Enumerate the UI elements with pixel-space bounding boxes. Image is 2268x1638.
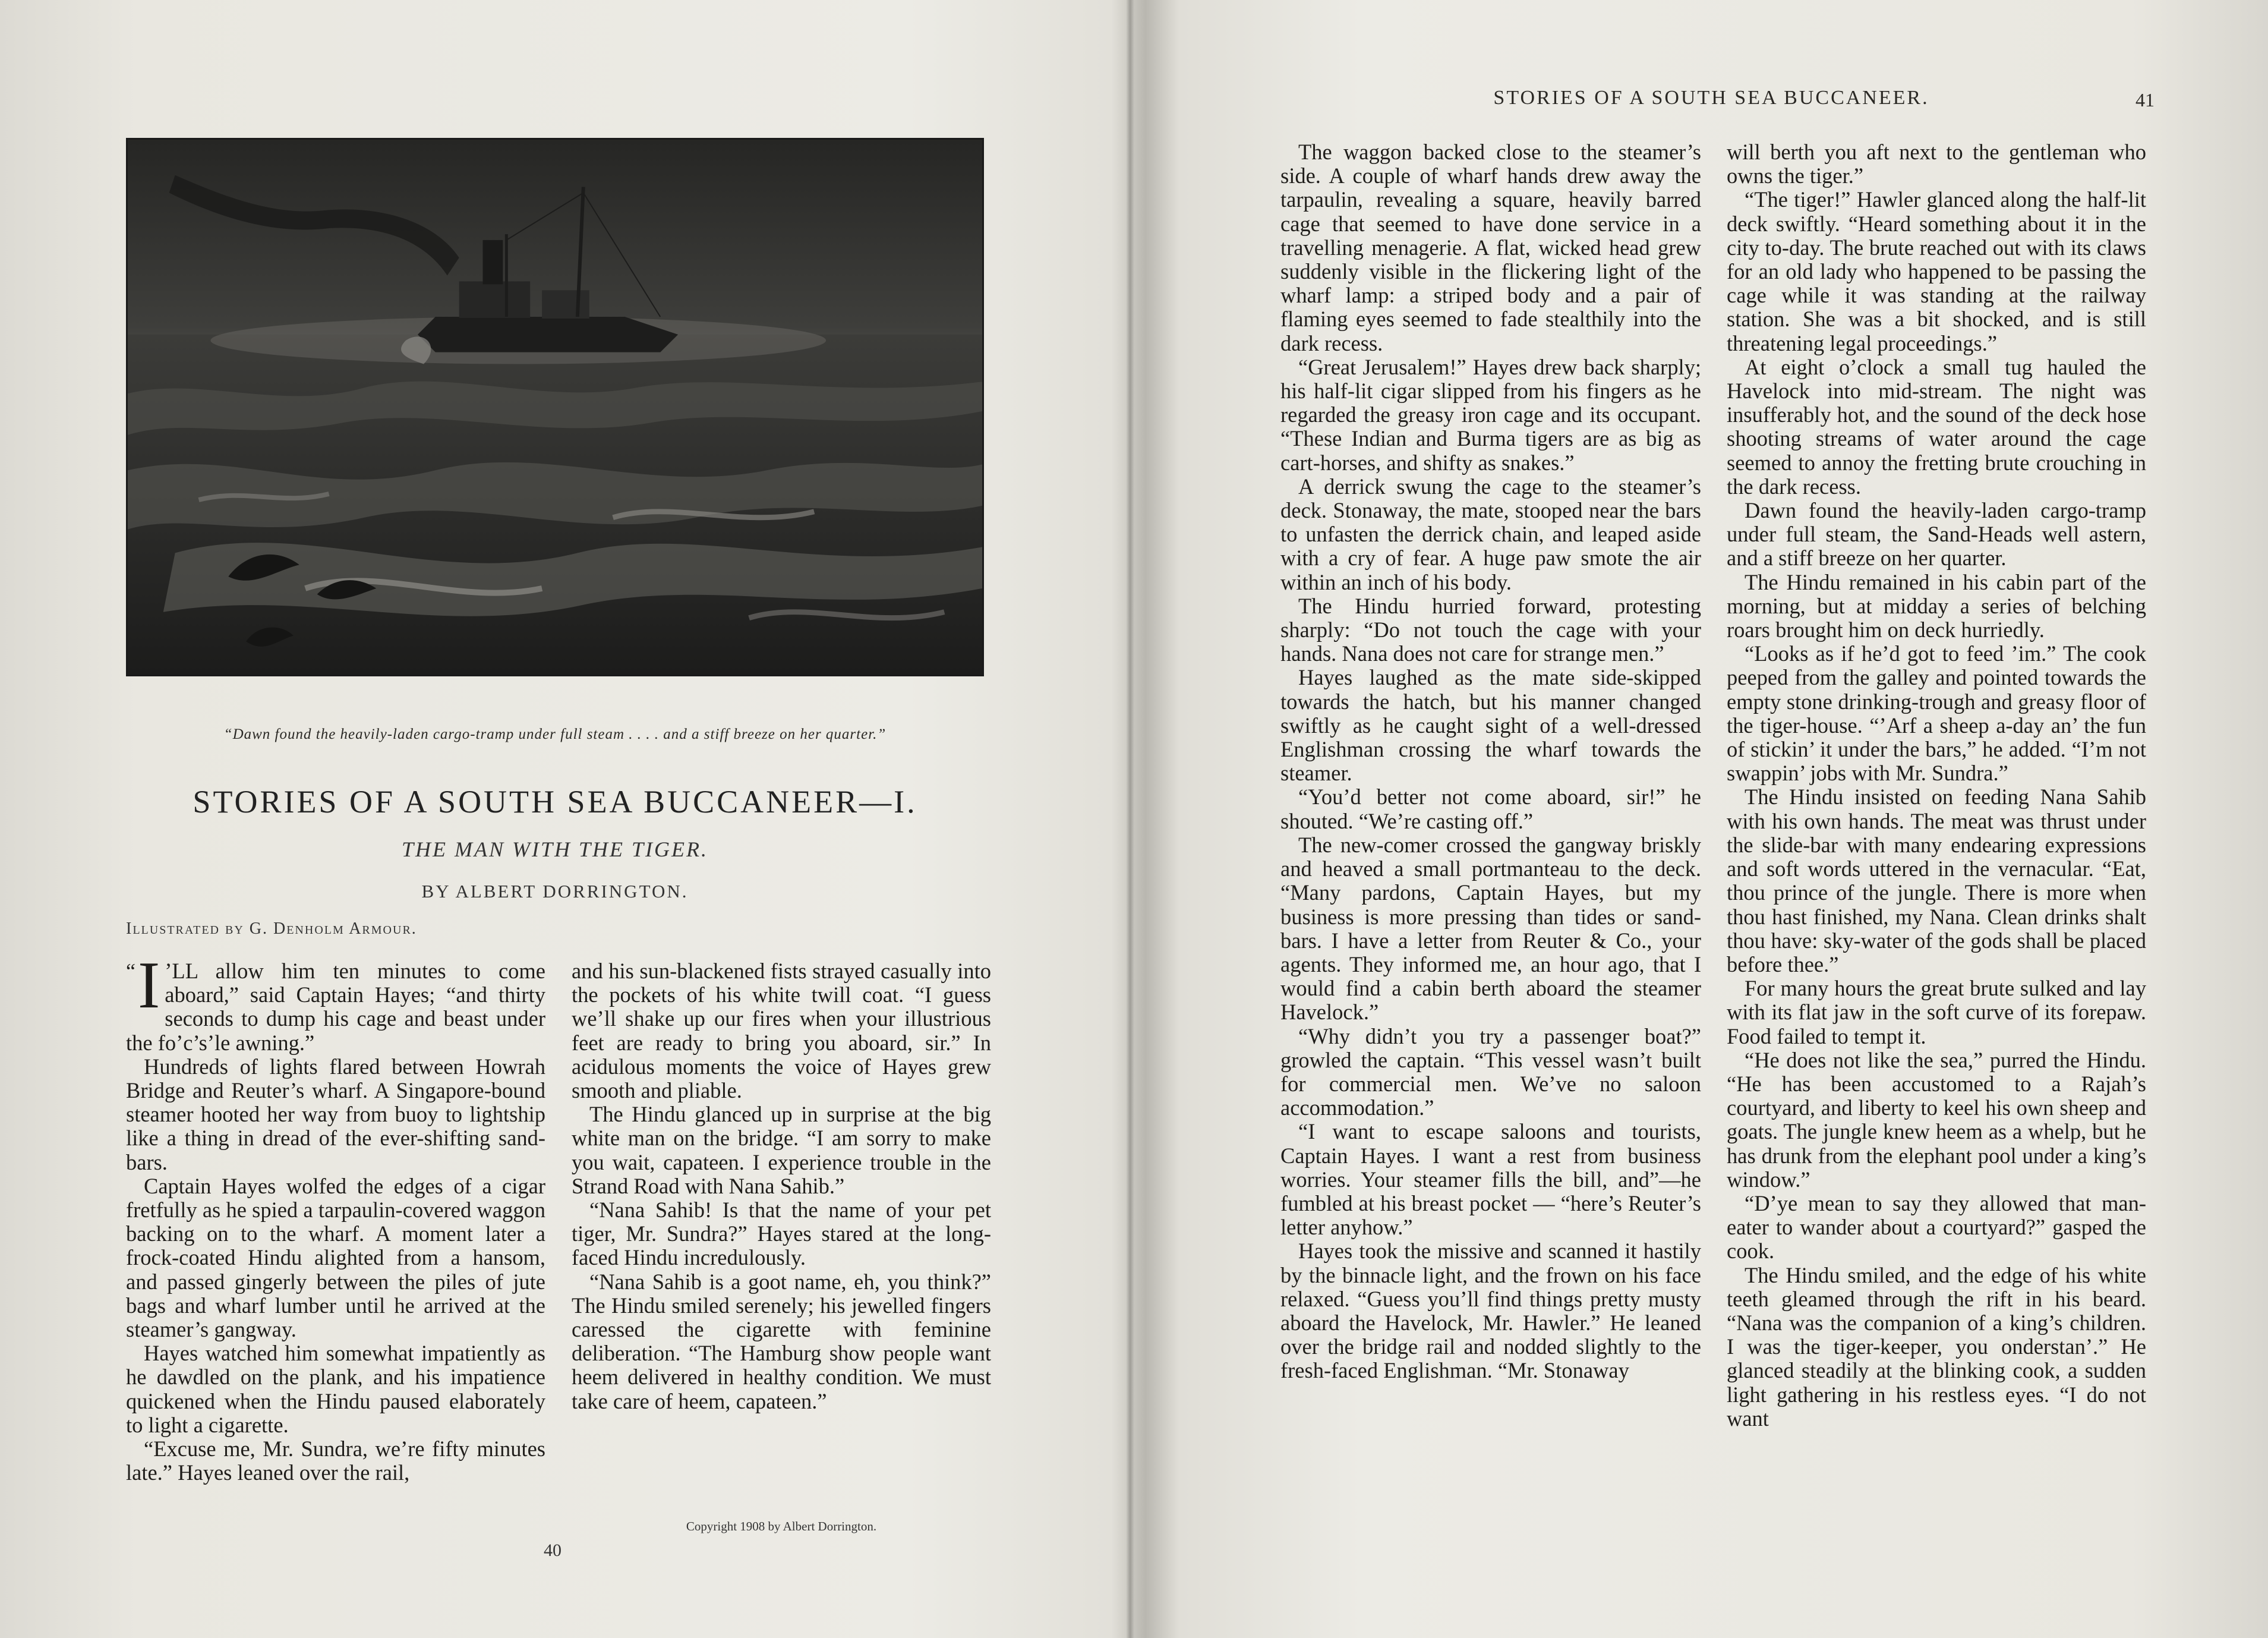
paragraph: The Hindu insisted on feeding Nana Sahib with his own hands. The meat was thrust under the slide-bar with many endearing expressions and soft words uttered in the vernacular. “Eat, thou prince of the jungle. There is more when thou hast finished, my Nana. Clean drinks shalt thou have: sky-water of the gods shall be placed before thee.” [1727, 785, 2146, 976]
paragraph: “Excuse me, Mr. Sundra, we’re fifty minutes late.” Hayes leaned over the rail, [126, 1437, 545, 1485]
paragraph: “D’ye mean to say they allowed that man-eater to wander about a courtyard?” gasped the cook. [1727, 1190, 2146, 1264]
paragraph: Hayes took the missive and scanned it hastily by the binnacle light, and the frown on his face relaxed. “Guess you’ll find things pretty musty aboard the Havelock, Mr. Hawler.” He leaned over the bridge rail and nodded slightly to the fresh-faced Englishman. “Mr. Stonaway [1280, 1239, 1701, 1383]
opening-paragraph-text: ’LL allow him ten minutes to come aboard,” said Captain Hayes; “and thirty seconds to dump his cage and beast under the fo’c’s’le awning.” [126, 959, 545, 1055]
paragraph: The new-comer crossed the gangway briskly and heaved a small portmanteau to the deck. “Many pardons, Captain Hayes, but my business is more pressing than tides or sand-bars. I have a letter from Reuter & Co., your agents. They informed me, an hour ago, that I would find a cabin berth aboard the steamer Havelock.” [1280, 832, 1701, 1025]
illustrator-credit: Illustrated by G. Denholm Armour. [126, 919, 417, 938]
paragraph: Hundreds of lights flared between Howrah Bridge and Reuter’s wharf. A Singapore-bound steamer hooted her way from buoy to lightship like a thing in dread of the ever-shifting sand-bars. [126, 1054, 545, 1174]
paragraph: “The tiger!” Hawler glanced along the half-lit deck swiftly. “Heard something about it in the city to-day. The brute reached out with its claws for an old lady who happened to be passing the cage while it was standing at the railway station. She was a bit shocked, and is still threatening legal proceedings.” [1727, 187, 2146, 355]
author-byline: BY ALBERT DORRINGTON. [421, 881, 689, 902]
ship-illustration-image [128, 140, 982, 675]
page-number-left: 40 [544, 1541, 562, 1560]
page-number-right: 41 [2135, 89, 2155, 111]
paragraph: Hayes watched him somewhat impatiently as he dawdled on the plank, and his impatience quickened when the Hindu paused elaborately to light a cigarette. [126, 1341, 545, 1437]
paragraph: A derrick swung the cage to the steamer’s deck. Stonaway, the mate, stooped near the bars to unfasten the derrick chain, and leaped aside with a cry of fear. A huge paw smote the air within an inch of his body. [1280, 474, 1701, 594]
ship-at-sea-illustration [126, 138, 984, 676]
paragraph: The Hindu smiled, and the edge of his white teeth gleamed through the rift in his beard. “Nana was the companion of a king’s children. I was the tiger-keeper, you onderstan’.” He glanced steadily at the blinking cook, a sudden light gathering in his restless eyes. “I do not want [1727, 1262, 2146, 1431]
right-page-column-2 [1727, 140, 2146, 1431]
copyright-notice: Copyright 1908 by Albert Dorrington. [686, 1519, 877, 1533]
paragraph: The Hindu remained in his cabin part of the morning, but at midday a series of belching roars brought him on deck hurriedly. [1727, 569, 2146, 642]
illustration-caption: “Dawn found the heavily-laden cargo-tramp under full steam . . . . and a stiff breeze on her quarter.” [223, 726, 887, 742]
paragraph: For many hours the great brute sulked and lay with its flat jaw in the soft curve of its forepaw. Food failed to tempt it. [1727, 976, 2146, 1048]
paragraph: “Looks as if he’d got to feed ’im.” The cook peeped from the galley and pointed towards the empty stone drinking-trough and greasy floor of the tiger-house. “’Arf a sheep a-day an’ the fun of stickin’ it under the bars,” he added. “I’m not swappin’ jobs with Mr. Sundra.” [1727, 641, 2146, 786]
right-page-column-1 [1280, 140, 1701, 1383]
opening-paragraph [126, 949, 545, 1055]
paragraph: The waggon backed close to the steamer’s side. A couple of wharf hands drew away the tarpaulin, revealing a square, heavily barred cage that seemed to have done service in a travelling menagerie. A flat, wicked head grew suddenly visible in the flickering light of the wharf lamp: a striped body and a pair of flaming eyes seemed to fade stealthily into the dark recess. [1280, 140, 1701, 355]
paragraph: “I want to escape saloons and tourists, Captain Hayes. I want a rest from business worries. Your steamer fills the bill, and”—he fumbled at his breast pocket — “here’s Reuter’s letter anyhow.” [1280, 1119, 1701, 1240]
left-page-column-2 [572, 959, 991, 1413]
paragraph: “You’d better not come aboard, sir!” he shouted. “We’re casting off.” [1280, 785, 1701, 833]
paragraph: Hayes laughed as the mate side-skipped towards the hatch, but his manner changed swiftly as he caught sight of a well-dressed Englishman crossing the wharf towards the steamer. [1280, 665, 1701, 786]
running-head: STORIES OF A SOUTH SEA BUCCANEER. [1493, 87, 1929, 109]
paragraph: “He does not like the sea,” purred the Hindu. “He has been accustomed to a Rajah’s courtyard, and liberty to keel his own sheep and goats. The jungle knew heem as a whelp, but he has drunk from the elephant pool under a king’s window.” [1727, 1047, 2146, 1192]
paragraph: At eight o’clock a small tug hauled the Havelock into mid-stream. The night was insufferably hot, and the sound of the deck hose shooting streams of water around the cage seemed to annoy the fretting brute crouching in the dark recess. [1727, 354, 2146, 499]
paragraph-continuation: and his sun-blackened fists strayed casually into the pockets of his white twill coat. “I guess we’ll shake up our fires when your illustrious feet are ready to bring you aboard, sir.” In acidulous moments the voice of Hayes grew smooth and pliable. [572, 959, 991, 1103]
opening-quote: “ [126, 959, 135, 983]
paragraph: The Hindu glanced up in surprise at the big white man on the bridge. “I am sorry to make you wait, capateen. I experience trouble in the Strand Road with Nana Sahib.” [572, 1102, 991, 1198]
left-page [0, 0, 1132, 1638]
paragraph: Captain Hayes wolfed the edges of a cigar fretfully as he spied a tarpaulin-covered waggon backing on to the wharf. A moment later a frock-coated Hindu alighted from a hansom, and passed gingerly between the piles of jute bags and wharf lumber until he arrived at the steamer’s gangway. [126, 1173, 545, 1342]
paragraph: Dawn found the heavily-laden cargo-tramp under full steam, the Sand-Heads well astern, and a stiff breeze on her quarter. [1727, 498, 2146, 571]
paragraph: The Hindu hurried forward, protesting sharply: “Do not touch the cage with your hands. Nana does not care for strange men.” [1280, 593, 1701, 666]
paragraph: “Nana Sahib is a goot name, eh, you think?” The Hindu smiled serenely; his jewelled fingers caressed the cigarette with feminine deliberation. “The Hamburg show people want heem delivered in healthy condition. We must take care of heem, capateen.” [572, 1269, 991, 1413]
article-title: STORIES OF A SOUTH SEA BUCCANEER—I. [193, 784, 917, 820]
article-subtitle: THE MAN WITH THE TIGER. [402, 837, 708, 861]
left-page-column-1 [126, 949, 545, 1485]
paragraph: “Nana Sahib! Is that the name of your pet tiger, Mr. Sundra?” Hayes stared at the long-faced Hindu incredulously. [572, 1198, 991, 1270]
drop-cap: I [137, 949, 160, 1022]
paragraph: “Why didn’t you try a passenger boat?” growled the captain. “This vessel wasn’t built for commercial men. We’ve no saloon accommodation.” [1280, 1023, 1701, 1120]
paragraph-continuation: will berth you aft next to the gentleman who owns the tiger.” [1727, 140, 2146, 188]
paragraph: “Great Jerusalem!” Hayes drew back sharply; his half-lit cigar slipped from his fingers as he regarded the greasy iron cage and its occupant. “These Indian and Burma tigers are as big as cart-horses, and shifty as snakes.” [1280, 354, 1701, 475]
